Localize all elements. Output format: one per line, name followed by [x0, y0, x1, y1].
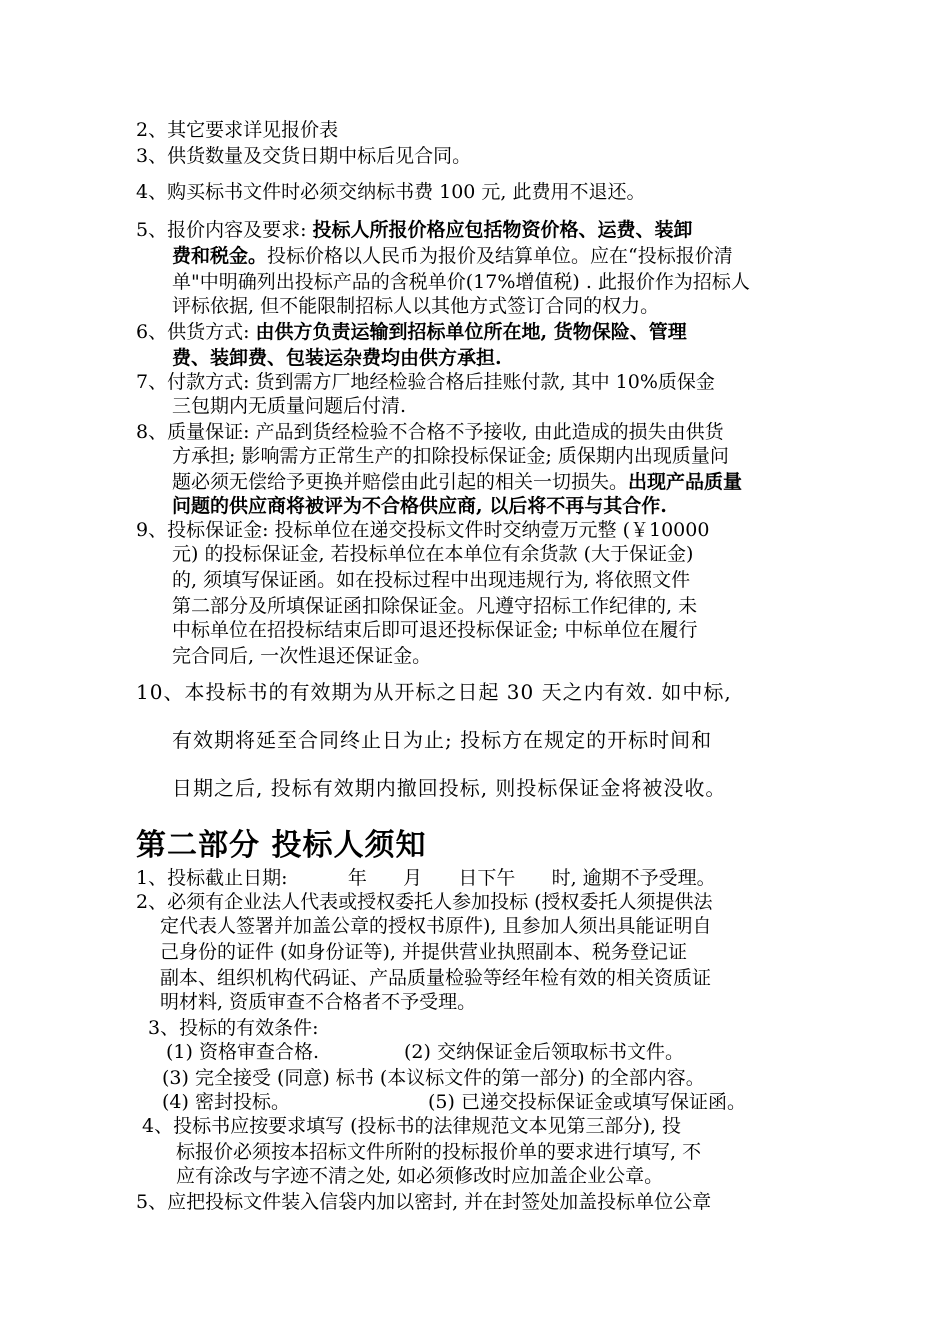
part2-item-3-cond-4: (4) 密封投标。	[162, 1091, 290, 1113]
item-7-line-2: 三包期内无质量问题后付清.	[172, 395, 407, 417]
item-6-bold-2: 费、装卸费、包装运杂费均由供方承担.	[172, 347, 502, 369]
item-8-line-3	[172, 470, 742, 494]
item-4-bid-fee: 4、购买标书文件时必须交纳标书费 100 元, 此费用不退还。	[136, 181, 646, 203]
item-8-line-1: 8、质量保证: 产品到货经检验不合格不予接收, 由此造成的损失由供货	[136, 421, 724, 443]
item-9-line-3: 的, 须填写保证函。如在投标过程中出现违规行为, 将依照文件	[172, 569, 691, 591]
item-2-other-requirements: 2、其它要求详见报价表	[136, 119, 339, 141]
part2-item-1-deadline: 1、投标截止日期: 年 月 日下午 时, 逾期不予受理。	[136, 867, 716, 889]
item-6-prefix: 6、供货方式:	[136, 321, 250, 343]
part2-item-2-line-1: 2、必须有企业法人代表或授权委托人参加投标 (授权委托人须提供法	[136, 891, 713, 913]
part2-item-3-cond-3: (3) 完全接受 (同意) 标书 (本议标文件的第一部分) 的全部内容。	[162, 1067, 705, 1089]
part2-item-2-line-4: 副本、组织机构代码证、产品质量检验等经年检有效的相关资质证	[160, 967, 712, 989]
item-5-rest-2: 投标价格以人民币为报价及结算单位。应在“投标报价清	[267, 245, 733, 267]
item-9-line-2: 元) 的投标保证金, 若投标单位在本单位有余货款 (大于保证金)	[172, 543, 694, 565]
item-5-line-3: 单"中明确列出投标产品的含税单价(17%增值税) . 此报价作为招标人	[172, 271, 750, 293]
part2-item-4-line-1: 4、投标书应按要求填写 (投标书的法律规范文本见第三部分), 投	[142, 1115, 682, 1137]
part2-item-4-line-3: 应有涂改与字迹不清之处, 如必须修改时应加盖企业公章。	[176, 1165, 664, 1187]
item-5-line-4: 评标依据, 但不能限制招标人以其他方式签订合同的权力。	[172, 295, 660, 317]
item-5-line-1	[136, 218, 693, 242]
item-5-prefix: 5、报价内容及要求:	[136, 219, 307, 241]
item-9-line-4: 第二部分及所填保证函扣除保证金。凡遵守招标工作纪律的, 未	[172, 595, 698, 617]
item-6-line-2	[172, 346, 502, 370]
part2-item-3-cond-5: (5) 已递交投标保证金或填写保证函。	[428, 1091, 746, 1113]
part2-item-2-line-5: 明材料, 资质审查不合格者不予受理。	[160, 991, 477, 1013]
part2-item-3-cond-1: (1) 资格审查合格.	[166, 1041, 319, 1063]
item-8-bold-4: 问题的供应商将被评为不合格供应商, 以后将不再与其合作.	[172, 495, 667, 517]
item-5-line-2	[172, 244, 733, 268]
item-5-bold-1: 投标人所报价格应包括物资价格、运费、装卸	[312, 219, 693, 241]
item-8-line-4	[172, 494, 667, 518]
part2-item-5-line-1: 5、应把投标文件装入信袋内加以密封, 并在封签处加盖投标单位公章	[136, 1191, 712, 1213]
part2-item-4-line-2: 标报价必须按本招标文件所附的投标报价单的要求进行填写, 不	[176, 1141, 702, 1163]
item-10-line-3: 日期之后, 投标有效期内撤回投标, 则投标保证金将被没收。	[172, 776, 727, 800]
section-heading-part-two: 第二部分 投标人须知	[136, 828, 427, 863]
item-8-rest-3: 题必须无偿给予更换并赔偿由此引起的相关一切损失。	[172, 471, 629, 493]
item-9-line-6: 完合同后, 一次性退还保证金。	[172, 645, 432, 667]
part2-item-3-line-1: 3、投标的有效条件:	[148, 1017, 319, 1039]
part2-item-2-line-3: 己身份的证件 (如身份证等), 并提供营业执照副本、税务登记证	[160, 941, 687, 963]
item-7-line-1: 7、付款方式: 货到需方厂地经检验合格后挂账付款, 其中 10%质保金	[136, 371, 715, 393]
item-9-line-1: 9、投标保证金: 投标单位在递交投标文件时交纳壹万元整 (￥10000	[136, 519, 710, 541]
item-8-line-2: 方承担; 影响需方正常生产的扣除投标保证金; 质保期内出现质量问	[172, 445, 729, 467]
item-9-line-5: 中标单位在招投标结束后即可退还投标保证金; 中标单位在履行	[172, 619, 698, 641]
part2-item-3-cond-2: (2) 交纳保证金后领取标书文件。	[404, 1041, 684, 1063]
item-10-line-2: 有效期将延至合同终止日为止; 投标方在规定的开标时间和	[172, 728, 713, 752]
part2-item-2-line-2: 定代表人签署并加盖公章的授权书原件), 且参加人须出具能证明自	[160, 915, 712, 937]
item-5-bold-2: 费和税金。	[172, 245, 268, 267]
item-8-bold-3: 出现产品质量	[628, 471, 743, 493]
item-3-supply-quantity: 3、供货数量及交货日期中标后见合同。	[136, 145, 472, 167]
item-6-bold-1: 由供方负责运输到招标单位所在地, 货物保险、管理	[255, 321, 687, 343]
item-10-line-1: 10、本投标书的有效期为从开标之日起 30 天之内有效. 如中标,	[136, 680, 732, 704]
item-6-line-1	[136, 320, 687, 344]
